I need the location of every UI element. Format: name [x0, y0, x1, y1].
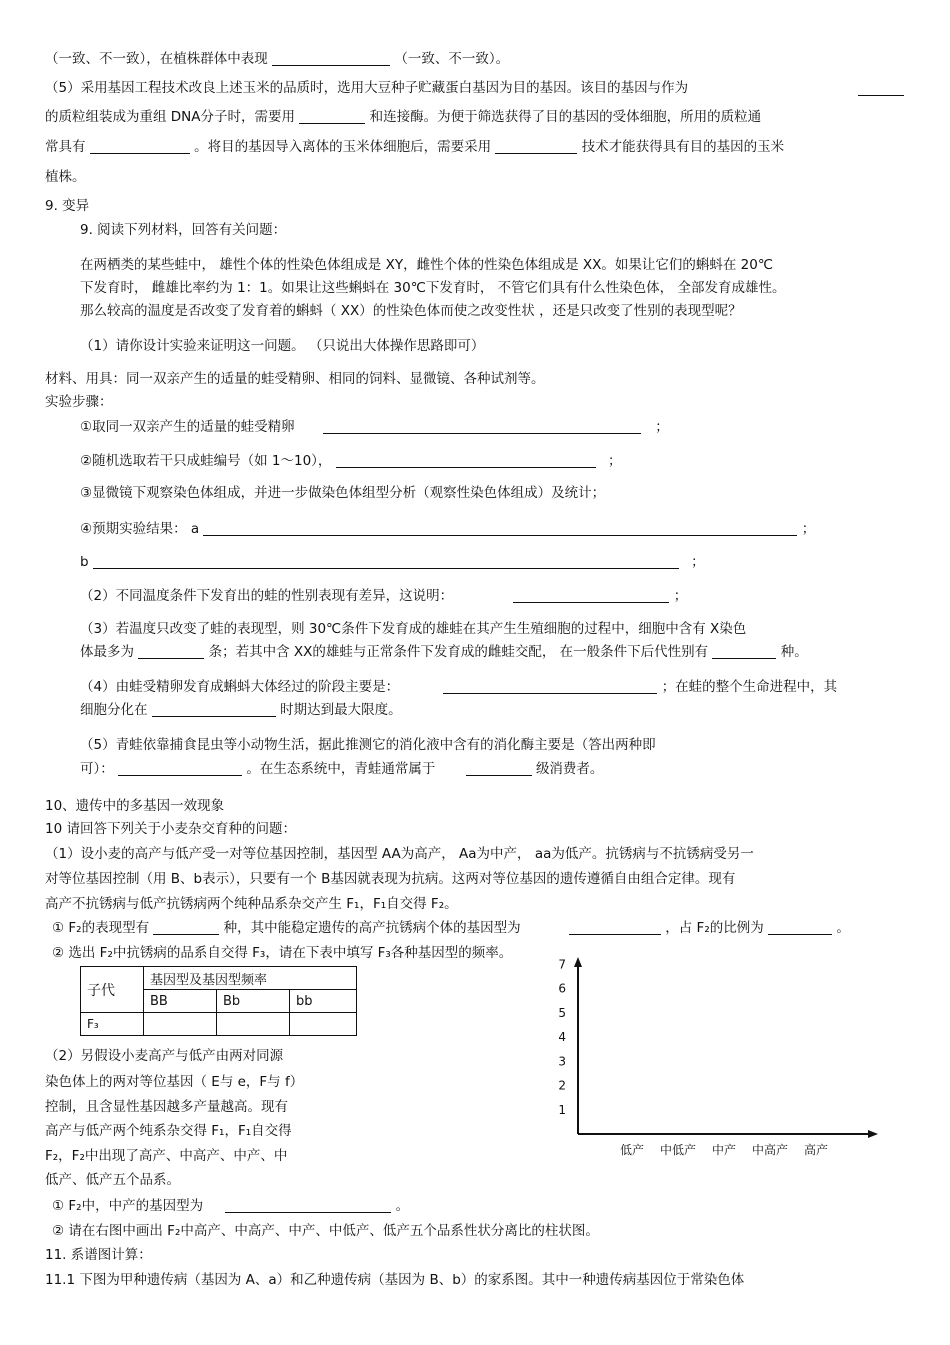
answer-blank[interactable]: [138, 644, 204, 659]
text-line: （1）请你设计实验来证明这一问题。 （只说出大体操作思路即可）: [80, 338, 485, 354]
text-line: [45, 138, 784, 156]
x-tick-label: 高产: [803, 1143, 829, 1157]
text-line: ③显微镜下观察染色体组成，并进一步做染色体组型分析（观察性染色体组成）及统计；: [80, 485, 606, 501]
text-line: 控制，且含显性基因越多产量越高。现有: [45, 1099, 288, 1115]
text-line: ② 选出 F₂中抗锈病的品系自交得 F₃，请在下表中填写 F₃各种基因型的频率。: [52, 945, 513, 961]
table-group-header: 基因型及基因型频率: [144, 967, 357, 990]
text: ①取同一双亲产生的适量的蛙受精卵: [80, 419, 295, 435]
answer-blank[interactable]: [93, 554, 679, 569]
text: ；: [673, 588, 688, 604]
text: 。: [836, 920, 850, 936]
y-tick-label: 4: [558, 1030, 566, 1045]
answer-blank[interactable]: [225, 1198, 391, 1213]
text: （5）采用基因工程技术改良上述玉米的品质时，选用大豆种子贮藏蛋白基因为目的基因。该目的基因与作为: [45, 80, 689, 96]
text: b: [80, 554, 89, 570]
text: 条；若其中含 XX的雄蛙与正常条件下发育成的雌蛙交配， 在一般条件下后代性别有: [208, 644, 709, 660]
text: ②随机选取若干只成蛙编号（如 1～10），: [80, 453, 332, 469]
chart-layer: [558, 957, 878, 1157]
y-tick-label: 6: [558, 981, 566, 996]
text-line: [52, 1197, 409, 1215]
table-header-bb-het: Bb: [217, 990, 290, 1013]
answer-blank[interactable]: [336, 453, 596, 468]
text-line: [80, 678, 837, 696]
y-tick-label: 7: [558, 957, 566, 972]
answer-blank[interactable]: [203, 521, 797, 536]
text-line: [52, 919, 850, 937]
text: 和连接酶。为便于筛选获得了目的基因的受体细胞，所用的质粒通: [369, 109, 762, 125]
y-axis-arrow: [574, 957, 582, 967]
text-line: [45, 108, 761, 126]
text: ；在蛙的整个生命进程中，其: [661, 679, 838, 695]
text: ；: [801, 521, 816, 537]
text: 种，其中能稳定遗传的高产抗锈病个体的基因型为: [223, 920, 521, 936]
text-line: [45, 50, 509, 68]
text: ① F₂中，中产的基因型为: [52, 1198, 204, 1214]
y-tick-label: 1: [558, 1102, 566, 1117]
text-line: [80, 587, 687, 605]
text: ；: [655, 419, 669, 435]
answer-blank[interactable]: [495, 139, 577, 154]
question-title: 9. 阅读下列材料，回答有关问题：: [80, 222, 287, 238]
answer-blank[interactable]: [466, 761, 532, 776]
text: 常具有: [45, 139, 86, 155]
x-tick-label: 中产: [711, 1143, 737, 1157]
text: ；: [691, 554, 705, 570]
text-line: [80, 452, 622, 470]
text-line: 实验步骤：: [45, 394, 113, 410]
table-corner-cell: 子代: [81, 967, 144, 1013]
text: 技术才能获得具有目的基因的玉米: [581, 139, 785, 155]
text: 级消费者。: [535, 761, 604, 777]
text-line: （2）另假设小麦高产与低产由两对同源: [45, 1048, 284, 1064]
text: ；: [608, 453, 622, 469]
x-tick-label: 低产: [619, 1143, 645, 1157]
text: 的质粒组装成为重组 DNA分子时，需要用: [45, 109, 296, 125]
table-answer-cell[interactable]: [217, 1013, 290, 1036]
text-line: [80, 701, 402, 719]
text: （4）由蛙受精卵发育成蝌蚪大体经过的阶段主要是：: [80, 679, 400, 695]
answer-blank[interactable]: [152, 702, 276, 717]
text-line: [45, 168, 86, 186]
text-line: （3）若温度只改变了蛙的表现型，则 30℃条件下发育成的雄蛙在其产生生殖细胞的过程中，细胞中含有 X染色: [80, 621, 747, 637]
text: 种。: [780, 644, 808, 660]
text-line: 对等位基因控制（用 B、b表示），只要有一个 B基因就表现为抗病。这两对等位基因的遗传遵循自由组合定律。现有: [45, 871, 736, 887]
text: ① F₂的表现型有: [52, 920, 150, 936]
text-line: 低产、低产五个品系。: [45, 1172, 180, 1188]
y-tick-label: 5: [558, 1005, 566, 1020]
text-line: 在两栖类的某些蛙中， 雄性个体的性染色体组成是 XY，雌性个体的性染色体组成是 XX。如果让它们的蝌蚪在 20℃: [80, 257, 773, 273]
answer-blank[interactable]: [513, 588, 669, 603]
text: 细胞分化在: [80, 702, 148, 718]
x-axis-arrow: [868, 1130, 878, 1138]
section-heading: 9. 变异: [45, 198, 90, 214]
text-line: （1）设小麦的高产与低产受一对等位基因控制，基因型 AA为高产， Aa为中产， aa为低产。抗锈病与不抗锈病受另一: [45, 846, 754, 862]
text: 。将目的基因导入离体的玉米体细胞后，需要采用: [194, 139, 492, 155]
answer-blank[interactable]: [858, 81, 904, 96]
text-line: [80, 418, 669, 436]
y-tick-label: 2: [558, 1078, 566, 1093]
answer-blank[interactable]: [153, 920, 219, 935]
answer-blank[interactable]: [569, 920, 661, 935]
text: 体最多为: [80, 644, 134, 660]
text: 。: [395, 1198, 410, 1214]
text-line: 高产与低产两个纯系杂交得 F₁，F₁自交得: [45, 1123, 292, 1139]
answer-blank[interactable]: [118, 761, 242, 776]
text-line: F₂，F₂中出现了高产、中高产、中产、中: [45, 1148, 288, 1164]
x-tick-label: 中低产: [659, 1143, 697, 1157]
text: 植株。: [45, 169, 86, 185]
table-header-bb: BB: [144, 990, 217, 1013]
text: （一致、不一致）。: [394, 51, 510, 67]
text-line: ② 请在右图中画出 F₂中高产、中高产、中产、中低产、低产五个品系性状分离比的柱状图。: [52, 1223, 599, 1239]
question-title: 10 请回答下列关于小麦杂交育种的问题：: [45, 821, 296, 837]
text-line: 那么较高的温度是否改变了发育着的蝌蚪（ XX）的性染色体而使之改变性状 ，还是只改变了性别的表现型呢？: [80, 303, 742, 319]
text-line: [80, 760, 603, 778]
text-line: 11.1 下图为甲种遗传病（基因为 A、a）和乙种遗传病（基因为 B、b）的家系图。其中一种遗传病基因位于常染色体: [45, 1272, 745, 1288]
text-line: [80, 520, 815, 538]
text-line: 下发育时， 雌雄比率约为 1：1。如果让这些蝌蚪在 30℃下发育时， 不管它们具有什么性染色体， 全部发育成雄性。: [80, 280, 786, 296]
answer-blank[interactable]: [299, 109, 365, 124]
text-line: [80, 643, 808, 661]
answer-blank[interactable]: [712, 644, 776, 659]
table-row-label: F₃: [81, 1013, 144, 1036]
text: ，占 F₂的比例为: [665, 920, 764, 936]
text-line: [45, 79, 688, 97]
section-heading: 10、遗传中的多基因一效现象: [45, 798, 225, 814]
section-heading: 11. 系谱图计算：: [45, 1247, 152, 1263]
text-line: 高产不抗锈病与低产抗锈病两个纯种品系杂交产生 F₁，F₁自交得 F₂。: [45, 896, 458, 912]
text: 时期达到最大限度。: [280, 702, 402, 718]
text: ④预期实验结果： a: [80, 521, 200, 537]
answer-blank[interactable]: [323, 419, 641, 434]
text-line: 材料、用具：同一双亲产生的适量的蛙受精卵、相同的饲料、显微镜、各种试剂等。: [45, 371, 545, 387]
text: 可）：: [80, 761, 114, 777]
answer-blank[interactable]: [90, 139, 190, 154]
table-answer-cell[interactable]: [144, 1013, 217, 1036]
text: （一致、不一致），在植株群体中表现: [45, 51, 268, 67]
genotype-frequency-table: [80, 966, 357, 1036]
bar-chart[interactable]: [548, 955, 888, 1175]
answer-blank[interactable]: [768, 920, 832, 935]
answer-blank[interactable]: [272, 51, 390, 66]
y-tick-label: 3: [558, 1054, 566, 1069]
table-answer-cell[interactable]: [290, 1013, 357, 1036]
x-tick-label: 中高产: [751, 1143, 789, 1157]
text-line: 染色体上的两对等位基因（ E与 e，F与 f）: [45, 1074, 304, 1090]
text: （2）不同温度条件下发育出的蛙的性别表现有差异，这说明：: [80, 588, 454, 604]
text: 。在生态系统中，青蛙通常属于: [246, 761, 436, 777]
text-line: [80, 553, 705, 571]
table-header-bb-rec: bb: [290, 990, 357, 1013]
text-line: （5）青蛙依靠捕食昆虫等小动物生活，据此推测它的消化液中含有的消化酶主要是（答出两种即: [80, 737, 656, 753]
answer-blank[interactable]: [443, 679, 657, 694]
